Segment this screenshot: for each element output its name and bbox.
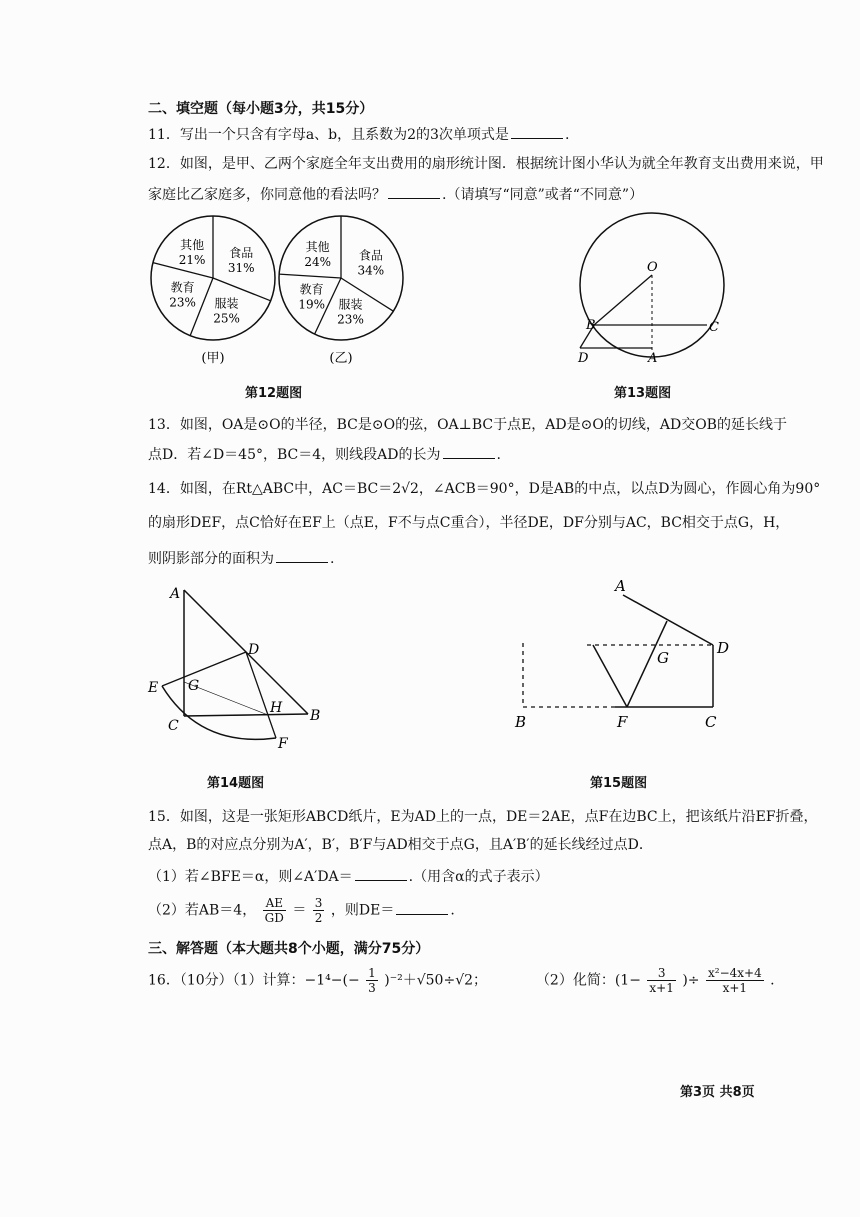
label-c: C	[709, 320, 719, 335]
label-b: B	[586, 318, 596, 333]
label-a: A	[170, 586, 181, 602]
label-d: D	[578, 351, 589, 366]
q14-tail: .	[330, 551, 335, 567]
label-c: C	[168, 718, 179, 734]
q13-line1: 13．如图，OA是⊙O的半径，BC是⊙O的弦，OA⊥BC于点E，AD是⊙O的切线，AD交OB的延长线于	[148, 417, 787, 433]
pie-slice-label: 21%	[178, 253, 206, 268]
frac-den: x+1	[649, 981, 674, 995]
q16-b-tail: .	[770, 972, 775, 989]
q15-line2: 点A，B的对应点分别为A′，B′，B′F与AD相交于点G，且A′B′的延长线经过点D．	[148, 837, 653, 853]
q14-line2: 的扇形DEF，点C恰好在EF上（点E，F不与点C重合），半径DE，DF分别与AC，BC相交于点G，H，	[148, 515, 790, 531]
fig12-caption: 第12题图	[245, 386, 303, 401]
label-b: B	[515, 713, 527, 731]
fraction-3-x1	[647, 966, 675, 995]
label-g: G	[657, 649, 669, 667]
q15-p2-tail: .	[450, 902, 455, 919]
label-e: E	[148, 680, 159, 696]
q12-tail: .（请填写“同意”或者“不同意”）	[442, 187, 644, 203]
pie-slice-category: 食品	[229, 245, 254, 260]
frac-num: 3	[647, 966, 675, 981]
q13-blank	[443, 446, 495, 459]
page-footer: 第3页 共8页	[680, 1085, 755, 1100]
fraction-ae-gd	[263, 896, 286, 925]
q16-a-b: )⁻²＋√50÷√2；	[384, 972, 488, 989]
q15-p2-a: （2）若AB＝4，	[148, 902, 257, 919]
q13-line2	[148, 444, 501, 464]
q15-p1	[148, 866, 549, 886]
pie-slice-label: 23%	[169, 295, 196, 310]
q15-p2-blank	[396, 902, 448, 915]
pie-slice-label: 19%	[298, 297, 325, 312]
radius-de	[162, 652, 246, 686]
fig15-caption: 第15题图	[590, 776, 648, 791]
q12-line1: 12．如图，是甲、乙两个家庭全年支出费用的扇形统计图．根据统计图小华认为就全年教育支出费用来说，甲	[148, 156, 824, 172]
q15-p2-b: ，则DE＝	[330, 902, 395, 919]
q15-p2	[148, 896, 455, 925]
arc-ef	[162, 686, 276, 739]
fraction-1-3	[366, 966, 378, 995]
q16	[148, 966, 775, 995]
pie-slice-category: 其他	[305, 240, 330, 255]
pie-jia	[151, 216, 275, 340]
q14-line3	[148, 548, 334, 568]
q15-p1-text: （1）若∠BFE＝α，则∠A′DA＝	[148, 869, 353, 885]
label-d: D	[248, 642, 260, 658]
pie-jia-title: (甲)	[201, 351, 225, 366]
fraction-3-2	[313, 896, 325, 925]
label-h: H	[270, 700, 283, 716]
pie-slice-category: 服装	[338, 297, 363, 312]
frac-num: 3	[314, 896, 323, 910]
q15-line1: 15．如图，这是一张矩形ABCD纸片，E为AD上的一点，DE＝2AE，点F在边BC上，把该纸片沿EF折叠，	[148, 809, 818, 825]
q12-blank	[388, 186, 440, 199]
fraction-poly	[706, 966, 764, 995]
pie-slice-category: 教育	[170, 280, 195, 295]
frac-num: 1	[368, 966, 376, 980]
fig12-pies	[140, 212, 430, 372]
frac-den: x+1	[722, 981, 748, 995]
q12-line2	[148, 184, 643, 204]
pie-slice-category: 食品	[358, 248, 383, 263]
q13-text: 点D．若∠D＝45°，BC＝4，则线段AD的长为	[148, 447, 441, 463]
label-a: A	[648, 351, 658, 366]
label-c: C	[705, 713, 717, 731]
label-f: F	[278, 736, 288, 752]
label-b: B	[310, 708, 321, 724]
q14-line1: 14．如图，在Rt△ABC中，AC＝BC＝2√2，∠ACB＝90°，D是AB的中点，以点D为圆心，作圆心角为90°	[148, 481, 821, 497]
q11-tail: .	[564, 127, 570, 143]
q15-p1-tail: .（用含α的式子表示）	[408, 869, 549, 885]
pie-slice-label: 34%	[357, 263, 385, 278]
segment-aprime-d	[623, 595, 713, 645]
frac-den: GD	[264, 911, 284, 925]
q11-blank	[511, 126, 563, 139]
q16-b: （2）化简：(1−	[535, 972, 641, 989]
pie-slice-label: 23%	[337, 312, 364, 327]
label-d: D	[717, 639, 730, 657]
pie-slice-boundary	[279, 274, 341, 278]
label-g: G	[188, 678, 200, 694]
pie-slice-category: 服装	[214, 296, 239, 311]
equals: ＝	[292, 902, 307, 919]
q11	[148, 124, 569, 144]
q11-text: 11．写出一个只含有字母a、b，且系数为2的3次单项式是	[148, 127, 509, 143]
section2-title: 二、填空题（每小题3分，共15分）	[148, 101, 374, 117]
section3-title: 三、解答题（本大题共8个小题，满分75分）	[148, 941, 430, 957]
fig14-diagram	[140, 578, 340, 758]
q16-b-mid: )÷	[682, 972, 700, 989]
q14-blank	[276, 550, 328, 563]
frac-den: 2	[314, 911, 323, 925]
fig13-diagram	[570, 205, 730, 370]
q16-a: 16．（10分）（1）计算：−1⁴−(−	[148, 972, 360, 989]
fig13-caption: 第13题图	[614, 386, 672, 401]
pie-yi-title: (乙)	[329, 351, 353, 366]
q12-text: 家庭比乙家庭多，你同意他的看法吗？	[148, 187, 386, 203]
label-a: A	[615, 577, 626, 595]
label-o: O	[647, 260, 658, 275]
pie-slice-category: 其他	[180, 238, 205, 253]
pie-yi	[279, 216, 403, 340]
q14-text: 则阴影部分的面积为	[148, 551, 274, 567]
frac-den: 3	[368, 981, 376, 995]
fig14-caption: 第14题图	[207, 776, 265, 791]
q15-p1-blank	[355, 868, 407, 881]
fold-ef	[593, 645, 627, 707]
segment-ob	[594, 275, 652, 325]
pie-slice-label: 31%	[227, 260, 255, 275]
frac-num: AE	[263, 896, 286, 911]
pie-slice-label: 25%	[213, 311, 240, 326]
frac-num: x²−4x+4	[707, 966, 762, 980]
fig15-diagram	[505, 575, 755, 740]
radius-df	[246, 652, 276, 738]
pie-slice-label: 24%	[304, 255, 331, 270]
label-f: F	[617, 713, 628, 731]
q13-tail: .	[496, 447, 501, 463]
pie-slice-category: 教育	[299, 282, 324, 297]
